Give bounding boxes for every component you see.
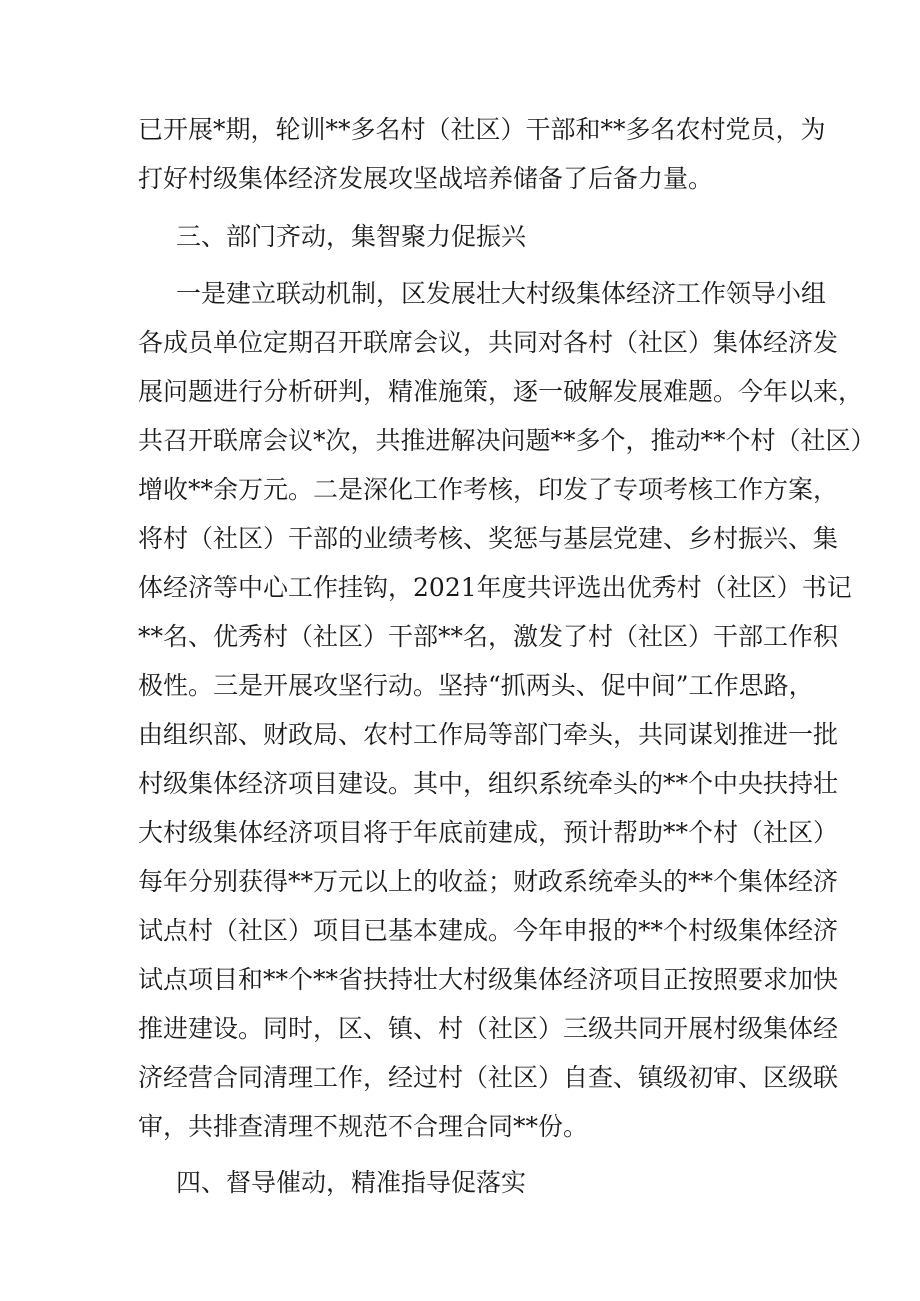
text-line: **名、优秀村（社区）干部**名，激发了村（社区）干部工作积 (138, 622, 839, 651)
paragraph-line (0, 466, 920, 514)
paragraph-line (0, 760, 920, 808)
paragraph-line (0, 1103, 920, 1151)
paragraph-line (0, 711, 920, 759)
text-line: 极性。三是开展攻坚行动。坚持“抓两头、促中间”工作思路， (138, 671, 814, 700)
section-heading (0, 1159, 920, 1207)
heading-text: 四、督导催动，精准指导促落实 (176, 1168, 527, 1197)
heading-text: 三、部门齐动，集智聚力促振兴 (176, 222, 527, 251)
section-heading (0, 213, 920, 261)
text-line: 增收**余万元。二是深化工作考核，印发了专项考核工作方案， (138, 475, 839, 504)
text-line: 展问题进行分析研判，精准施策，逐一破解发展难题。今年以来， (138, 377, 864, 406)
text-line: 村级集体经济项目建设。其中，组织系统牵头的**个中央扶持壮 (138, 769, 839, 798)
text-line: 每年分别获得**万元以上的收益；财政系统牵头的**个集体经济 (138, 867, 839, 896)
paragraph-line (0, 270, 920, 318)
paragraph-line (0, 956, 920, 1004)
text-line: 一是建立联动机制，区发展壮大村级集体经济工作领导小组 (176, 279, 827, 308)
paragraph-line (0, 613, 920, 661)
paragraph-line (0, 515, 920, 563)
text-line: 审，共排查清理不规范不合理合同**份。 (138, 1112, 589, 1141)
text-line: 已开展*期，轮训**多名村（社区）干部和**多名农村党员，为 (138, 115, 826, 144)
text-line: 打好村级集体经济发展攻坚战培养储备了后备力量。 (138, 164, 714, 193)
paragraph-line (0, 858, 920, 906)
paragraph-line (0, 417, 920, 465)
paragraph-line (0, 1005, 920, 1053)
paragraph-line (0, 106, 920, 154)
paragraph-line (0, 155, 920, 203)
paragraph-line (0, 1054, 920, 1102)
text-line: 体经济等中心工作挂钩，2021年度共评选出优秀村（社区）书记 (138, 573, 852, 602)
text-line: 由组织部、财政局、农村工作局等部门牵头，共同谋划推进一批 (138, 720, 839, 749)
text-line: 大村级集体经济项目将于年底前建成，预计帮助**个村（社区） (138, 818, 839, 847)
paragraph-line (0, 809, 920, 857)
paragraph-line (0, 319, 920, 367)
paragraph-line (0, 907, 920, 955)
paragraph-line (0, 368, 920, 416)
text-line: 试点村（社区）项目已基本建成。今年申报的**个村级集体经济 (138, 916, 839, 945)
text-line: 共召开联席会议*次，共推进解决问题**多个，推动**个村（社区） (138, 426, 876, 455)
paragraph-line (0, 662, 920, 710)
text-line: 济经营合同清理工作，经过村（社区）自查、镇级初审、区级联 (138, 1063, 839, 1092)
text-line: 试点项目和**个**省扶持壮大村级集体经济项目正按照要求加快 (138, 965, 839, 994)
text-line: 将村（社区）干部的业绩考核、奖惩与基层党建、乡村振兴、集 (138, 524, 839, 553)
text-line: 推进建设。同时，区、镇、村（社区）三级共同开展村级集体经 (138, 1014, 839, 1043)
paragraph-line (0, 564, 920, 612)
text-line: 各成员单位定期召开联席会议，共同对各村（社区）集体经济发 (138, 328, 839, 357)
